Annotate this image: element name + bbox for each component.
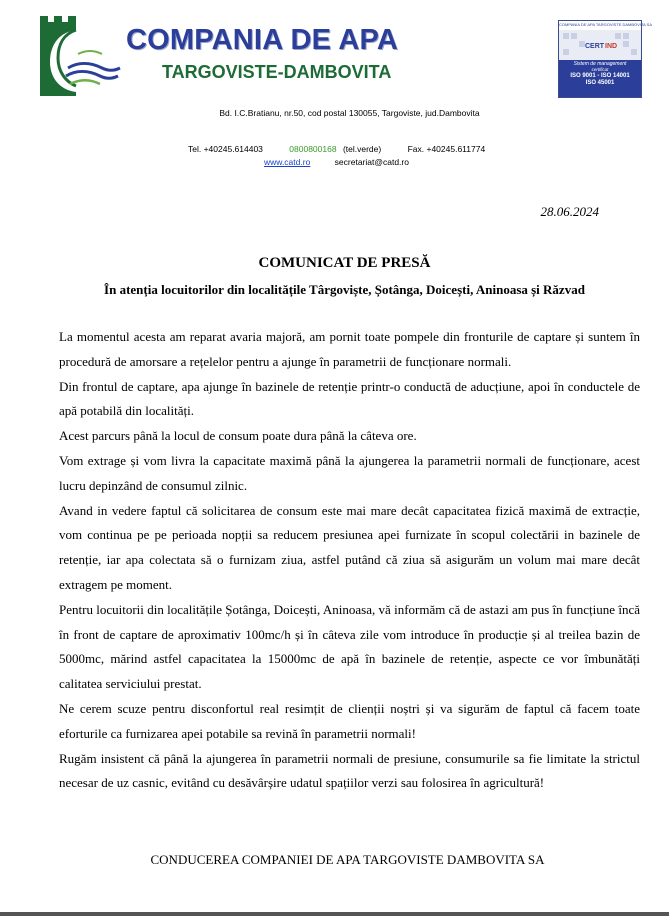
company-name: COMPANIA DE APA bbox=[126, 24, 399, 56]
cert-band bbox=[559, 60, 641, 97]
document-date: 28.06.2024 bbox=[540, 204, 599, 219]
document-body bbox=[59, 325, 640, 796]
company-subtitle: TARGOVISTE-DAMBOVITA bbox=[162, 62, 392, 82]
bottom-divider bbox=[0, 912, 669, 916]
company-address: Bd. I.C.Bratianu, nr.50, cod postal 130055, Targoviste, jud.Dambovita bbox=[219, 108, 480, 118]
green-phone-number: 0800800168 bbox=[289, 144, 337, 154]
cert-line-3: ISO 9001 - ISO 14001 bbox=[570, 73, 630, 79]
signature: CONDUCEREA COMPANIEI DE APA TARGOVISTE DAMBOVITA SA bbox=[150, 852, 545, 867]
paragraph: Ne cerem scuze pentru disconfortul real resimțit de clienții noștri și va sigurăm de faptul că facem toate eforturile ca furnizarea apei potabile sa revină în parametrii normali! bbox=[59, 700, 640, 741]
contact-line bbox=[188, 144, 489, 154]
green-phone-note: (tel.verde) bbox=[342, 144, 382, 154]
email-address: secretariat@catd.ro bbox=[334, 157, 409, 167]
paragraph: Pentru locuitorii din localitățile Șotânga, Doicești, Aninoasa, vă informăm că de astazi am pus în funcțiune încă în front de captare de aproximativ 100mc/h și în câteva zile vom introduce în producție și al treilea bazin de 5000mc, mărind astfel capacitatea la 15000mc de apă în bazinele de retenție, aspecte ce vor îmbunătăți calitatea serviciului prestat. bbox=[59, 601, 640, 692]
paragraph: Vom extrage și vom livra la capacitate maximă până la ajungerea la parametrii normali de funcționare, acest lucru depinzând de consumul zilnic. bbox=[59, 452, 640, 493]
cert-line-2: certificat bbox=[591, 67, 609, 72]
document-title: COMUNICAT DE PRESĂ bbox=[258, 255, 431, 271]
document-subtitle: În atenția locuitorilor din localitățile Târgoviște, Șotânga, Doicești, Aninoasa și Răzvad bbox=[104, 282, 585, 297]
paragraph: Rugăm insistent că până la ajungerea în parametrii normali de presiune, consumurile sa fie limitate la strictul necesar de uz casnic, evitând cu desăvârșire udatul spațiilor verzi sau folosirea în agricultură! bbox=[59, 750, 640, 791]
svg-text:IND: IND bbox=[605, 43, 618, 50]
company-logo-icon bbox=[36, 14, 122, 98]
fax-number: Fax. +40245.611774 bbox=[407, 144, 486, 154]
website-link[interactable]: www.catd.ro bbox=[264, 157, 311, 167]
paragraph: Din frontul de captare, apa ajunge în bazinele de retenție printr-o conductă de aducțiune, apoi în conductele de apă potabilă din localități. bbox=[59, 378, 640, 419]
cert-line-4: ISO 45001 bbox=[585, 80, 615, 86]
cert-line-1: Sistem de management bbox=[573, 61, 627, 67]
web-line bbox=[264, 157, 409, 167]
paragraph: Acest parcurs până la locul de consum poate dura până la câteva ore. bbox=[59, 428, 417, 444]
phone-number: Tel. +40245.614403 bbox=[188, 144, 263, 154]
cert-header-text: COMPANIA DE APA TARGOVISTE DAMBOVITA SA bbox=[559, 22, 652, 27]
paragraph: La momentul acesta am reparat avaria majoră, am pornit toate pompele din fronturile de captare și suntem în procedură de amorsare a rețelelor pentru a ajunge în parametrii de funcționare normali. bbox=[59, 329, 640, 369]
svg-text:CERT: CERT bbox=[585, 43, 605, 50]
certind-logo-icon bbox=[559, 30, 641, 60]
paragraph: Avand in vedere faptul că solicitarea de consum este mai mare decât capacitatea fizică maximă de extracție, vom continua pe pe perioada nopții sa reducem presiunea apei furnizate în scopul colectării in bazinele de retenție, iar apa colectata să o furnizam ziua, astfel putând că ziua să asigurăm un volum mai mare decât extragem pe moment. bbox=[59, 502, 640, 592]
certification-badge bbox=[558, 20, 652, 98]
